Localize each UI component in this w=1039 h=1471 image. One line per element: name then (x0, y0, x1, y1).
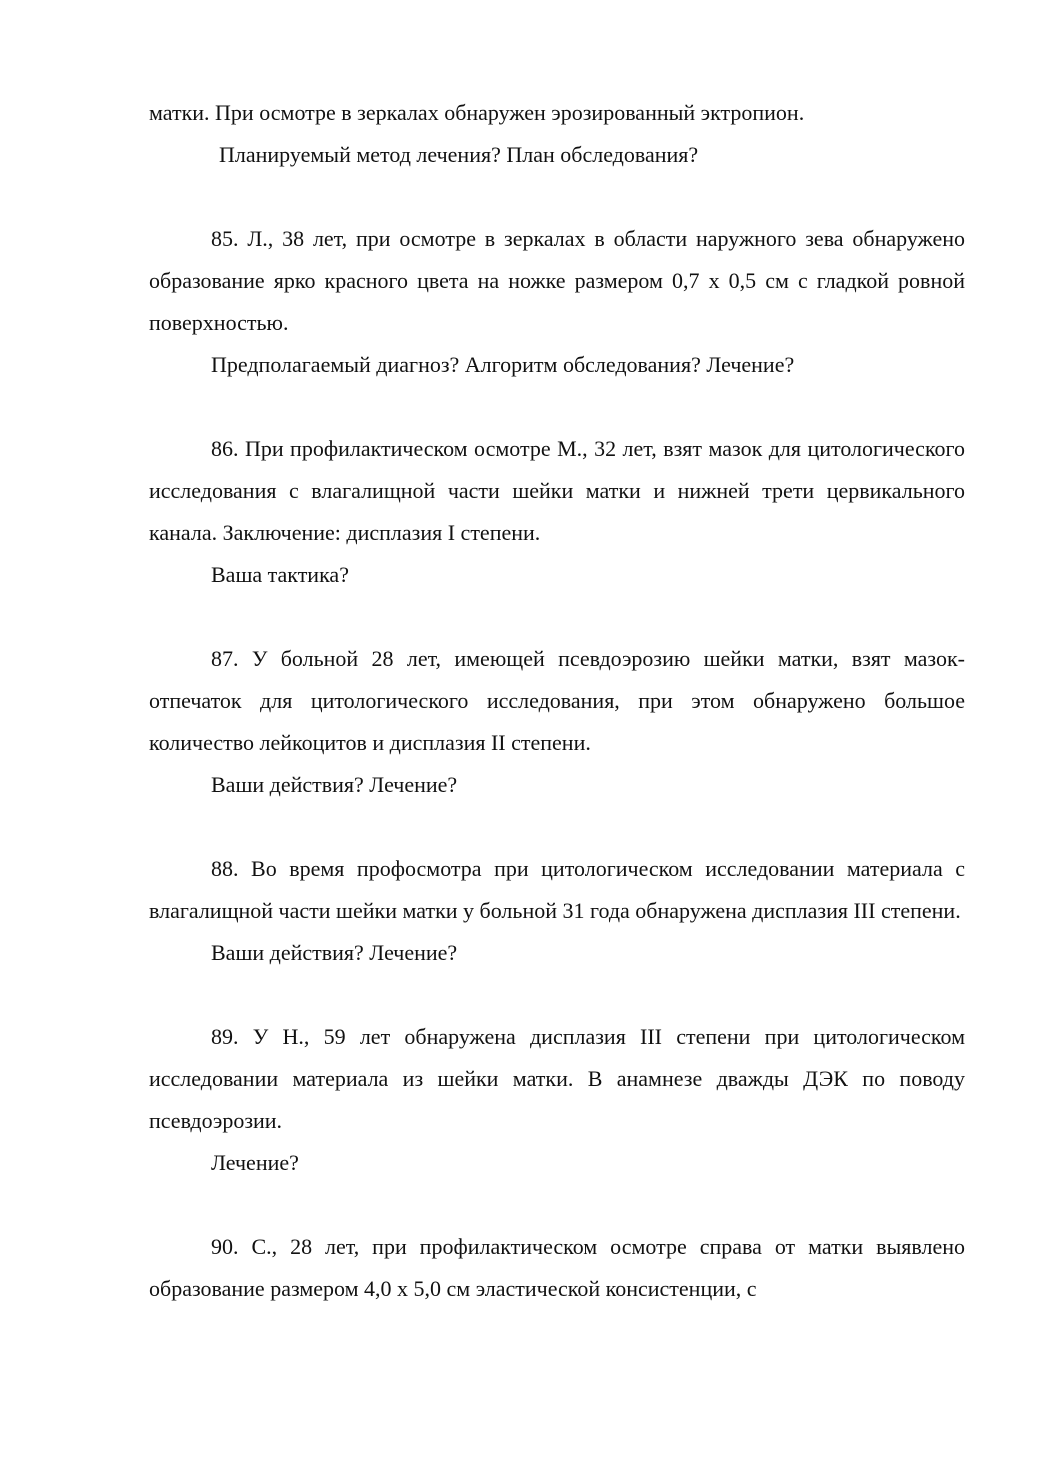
case-90-text: 90. С., 28 лет, при профилактическом осмотре справа от матки выявлено образование размером 4,0 х 5,0 см эластической консистенции, с (149, 1234, 965, 1301)
case-85-text: 85. Л., 38 лет, при осмотре в зеркалах в области наружного зева обнаружено образование ярко красного цвета на ножке размером 0,7 х 0,5 см с гладкой ровной поверхностью. (149, 226, 965, 335)
continuation-question: Планируемый метод лечения? План обследования? (219, 142, 699, 167)
case-86-text: 86. При профилактическом осмотре М., 32 лет, взят мазок для цитологического исследования с влагалищной части шейки матки и нижней трети цервикального канала. Заключение: дисплазия I степени. (149, 436, 965, 545)
case-87-text: 87. У больной 28 лет, имеющей псевдоэрозию шейки матки, взят мазок-отпечаток для цитологического исследования, при этом обнаружено большое количество лейкоцитов и дисплазия II степени. (149, 646, 965, 755)
continuation-text: матки. При осмотре в зеркалах обнаружен эрозированный эктропион. (149, 100, 805, 125)
case-89-text: 89. У Н., 59 лет обнаружена дисплазия III степени при цитологическом исследовании материала из шейки матки. В анамнезе дважды ДЭК по поводу псевдоэрозии. (149, 1024, 965, 1133)
case-89-question: Лечение? (211, 1150, 299, 1175)
case-86-question: Ваша тактика? (211, 562, 349, 587)
document-page (149, 92, 965, 1310)
case-88-question: Ваши действия? Лечение? (211, 940, 458, 965)
case-87-question: Ваши действия? Лечение? (211, 772, 458, 797)
case-85-question: Предполагаемый диагноз? Алгоритм обследования? Лечение? (211, 352, 795, 377)
case-88-text: 88. Во время профосмотра при цитологическом исследовании материала с влагалищной части шейки матки у больной 31 года обнаружена дисплазия III степени. (149, 856, 965, 923)
